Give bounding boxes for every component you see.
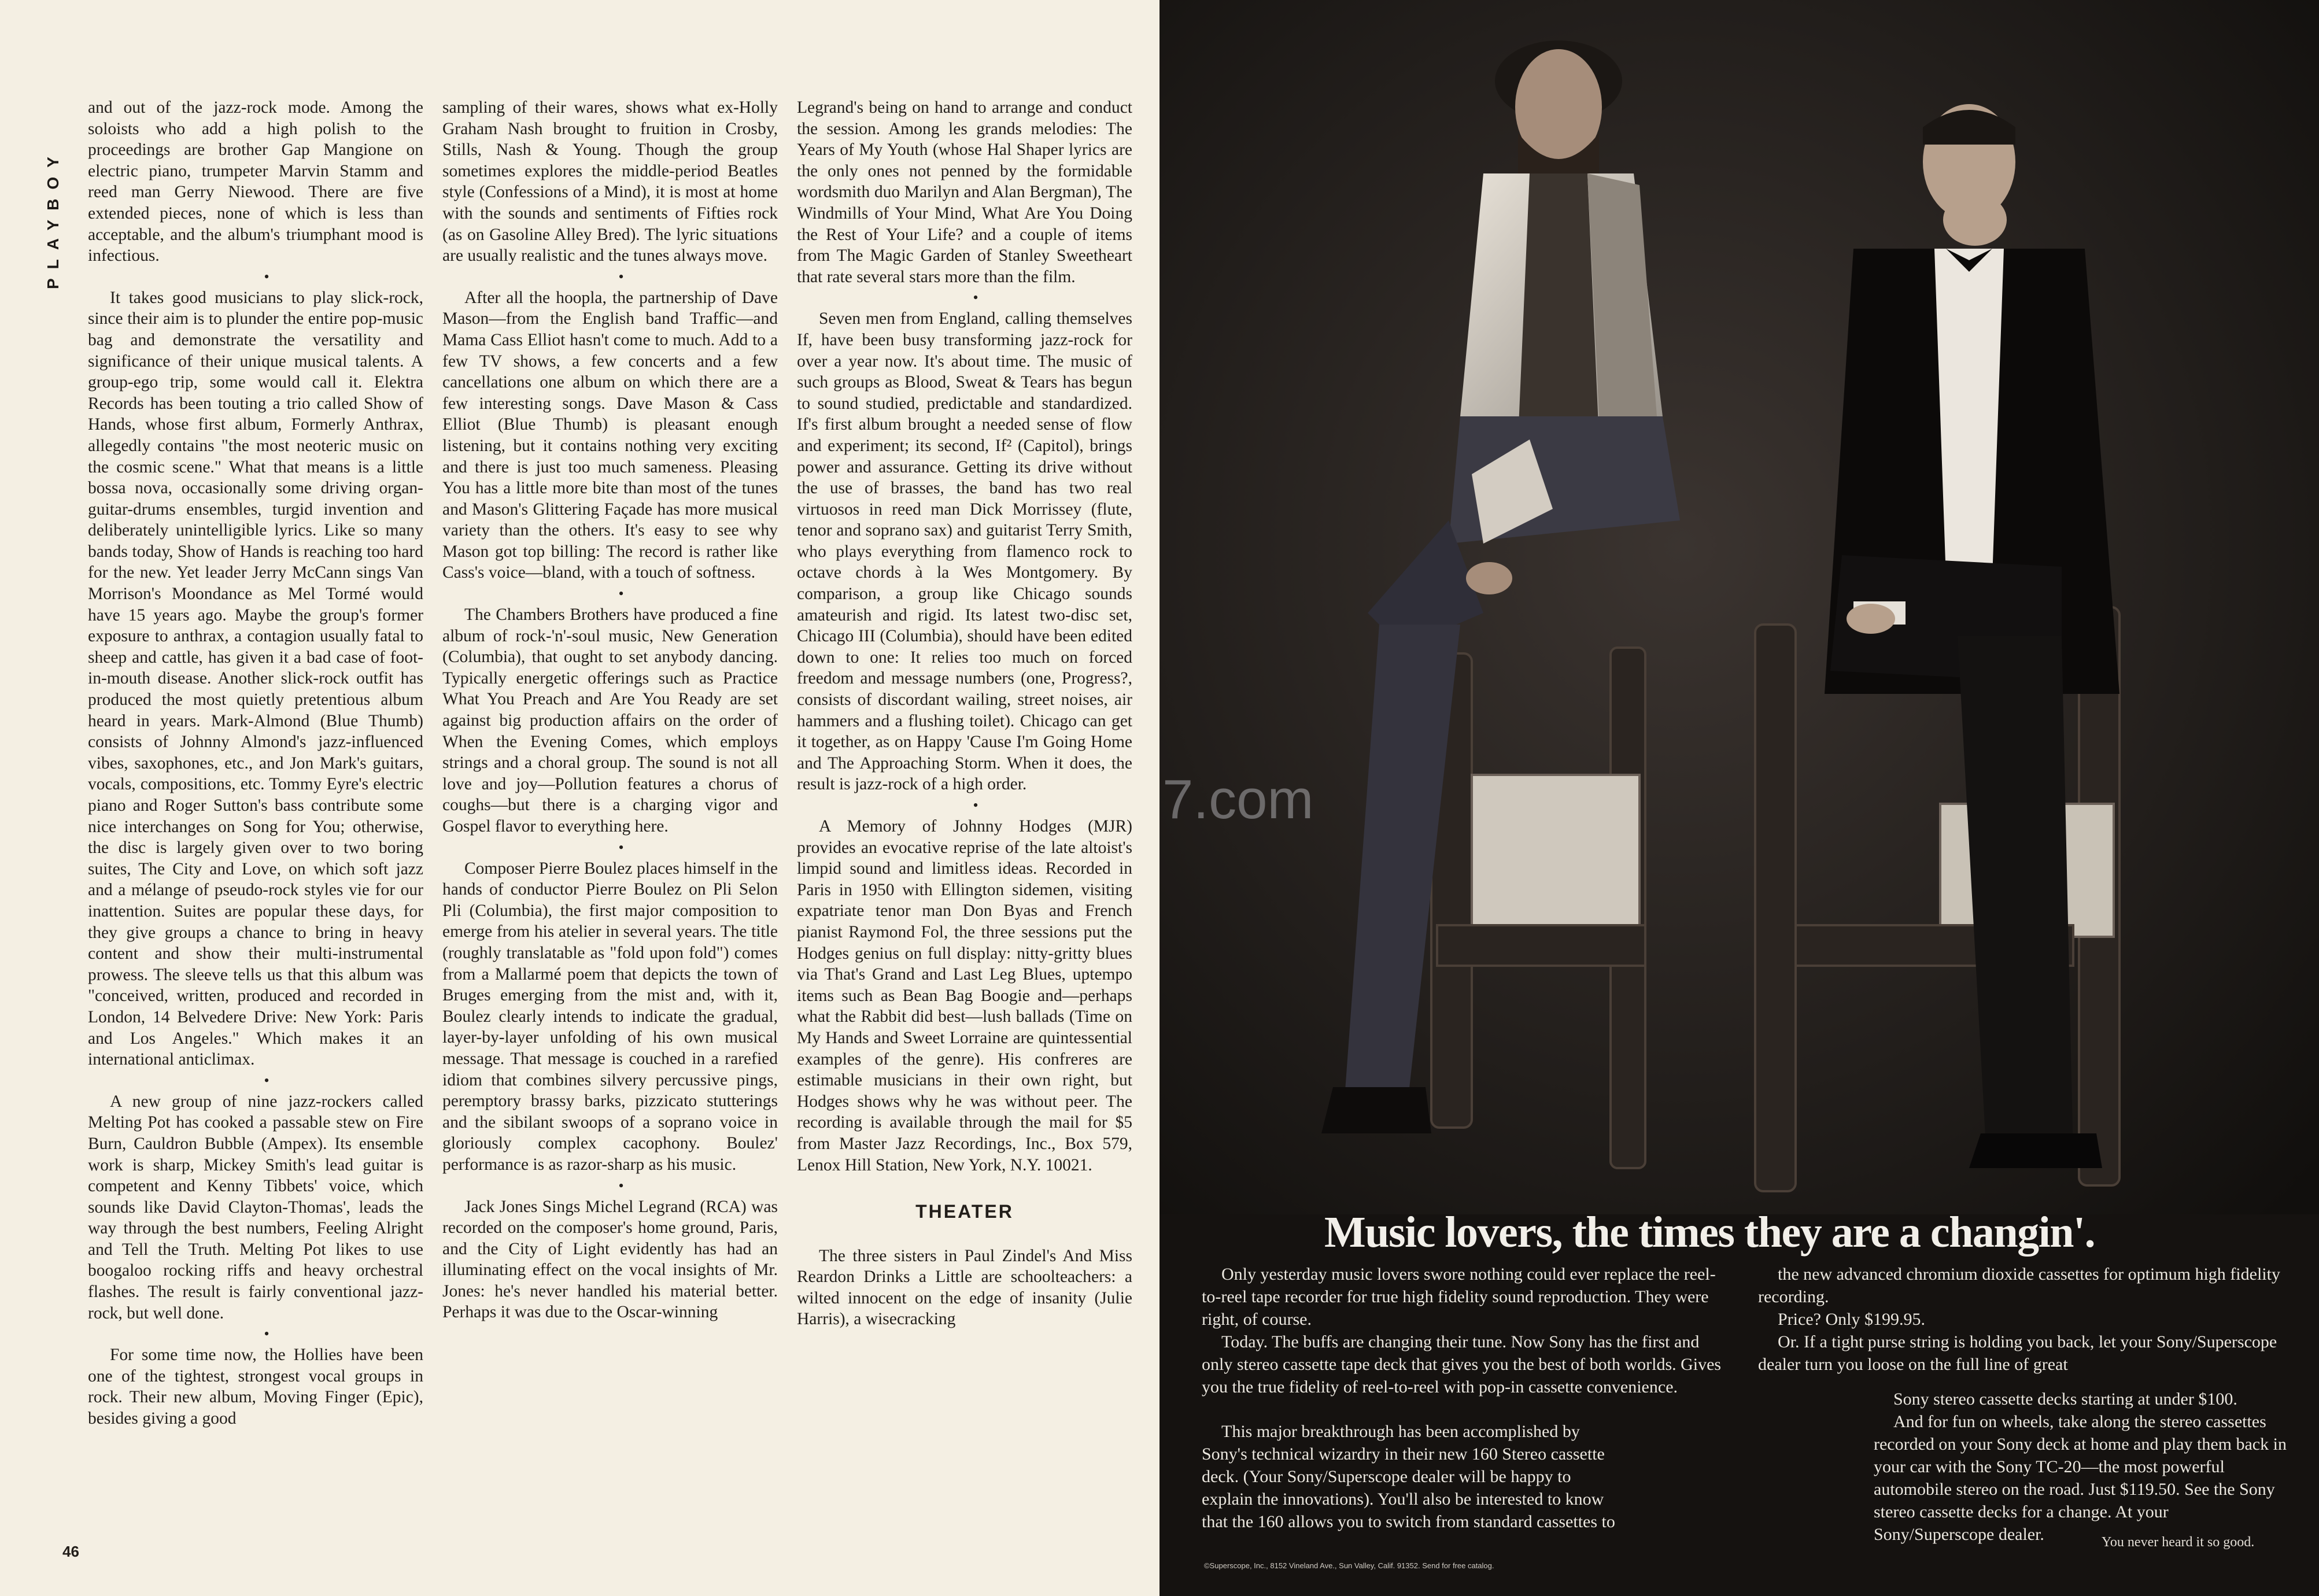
ad-fineprint: ©Superscope, Inc., 8152 Vineland Ave., Sun Valley, Calif. 91352. Send for free catalog. <box>1204 1561 1494 1570</box>
watermark: 7.com <box>1162 769 1314 830</box>
ad-headline: Music lovers, the times they are a changin'. <box>1324 1208 2095 1257</box>
article-paragraph: Legrand's being on hand to arrange and conduct the session. Among les grands melodies: The Years of My Youth (whose Hal Shaper lyrics are the only ones not penned by the formidable wordsmith duo Marilyn and Alan Bergman), The Windmills of Your Mind, What Are You Doing the Rest of Your Life? and a couple of items from The Magic Garden of Stanley Sweetheart that rate several stars more than the film. <box>797 98 1132 286</box>
ad-paragraph: This major breakthrough has been accomplished by Sony's technical wizardry in their new 160 Stereo cassette deck. (Your Sony/Superscope dealer will be happy to explain the innovations). You'll also be interested to know that the 160 allows you to switch from standard cassettes to <box>1202 1422 1615 1531</box>
ad-copy-right-lower <box>1874 1388 2287 1546</box>
article-paragraph: After all the hoopla, the partnership of Dave Mason—from the English band Traffic—and Mama Cass Elliot hasn't come to much. Add to a few TV shows, a few concerts and a few cancellations one album on which there are a few interesting songs. Dave Mason & Cass Elliot (Blue Thumb) is pleasant enough listening, but it contains nothing very exciting and there is just too much sameness. Pleasing You has a little more bite than most of the tunes and Mason's Glittering Façade has more musical variety than the others. It's easy to see why Mason got top billing: The record is rather like Cass's voice—bland, with a touch of softness. <box>442 288 778 582</box>
page-number: 46 <box>62 1543 79 1560</box>
article-column-1 <box>88 97 423 1554</box>
ad-paragraph: Only yesterday music lovers swore nothing could ever replace the reel-to-reel tape recorder for true high fidelity sound reproduction. They were right, of course. <box>1202 1265 1716 1329</box>
section-heading: THEATER <box>915 1201 1014 1222</box>
article-column-3 <box>797 97 1132 1554</box>
article-paragraph: A new group of nine jazz-rockers called Melting Pot has cooked a passable stew on Fire Burn, Cauldron Bubble (Ampex). Its ensemble work is sharp, Mickey Smith's lead guitar is competent and Kenny Tibbets' voice, which sounds like David Clayton-Thomas', leads the way through the best numbers, Feeling Alright and Tell the Truth. Melting Pot likes to use boogaloo rocking riffs and heavy orchestral flashes. The result is fairly conventional jazz-rock, but well done. <box>88 1092 423 1322</box>
section-separator: • <box>264 1072 269 1089</box>
ad-paragraph: Price? Only $199.95. <box>1778 1310 1925 1329</box>
article-paragraph: Seven men from England, calling themselves If, have been busy transforming jazz-rock for over a year now. It's about time. The music of such groups as Blood, Sweat & Tears has begun to sound studied, predictable and standardized. If's first album brought a needed sense of flow and experiment; its second, If² (Capitol), brings power and assurance. Getting its drive without the use of brasses, the band has two real virtuosos in reed man Dick Morrissey (flute, tenor and soprano sax) and guitarist Terry Smith, who plays everything from flamenco rock to octave chords à la Wes Montgomery. By comparison, a group like Chicago sounds amateurish and rigid. Its latest two-disc set, Chicago III (Columbia), should have been edited down to one: It relies too much on forced freedom and message numbers (one, Progress?, consists of discordant wailing, street noises, air hammers and a flushing toilet). Chicago can get it together, as on Happy 'Cause I'm Going Home and The Approaching Storm. When it does, the result is jazz-rock of a high order. <box>797 309 1132 794</box>
section-separator: • <box>264 268 269 285</box>
article-paragraph: It takes good musicians to play slick-rock, since their aim is to plunder the entire pop-music bag and demonstrate the versatility and significance of their unique musical talents. A group-ego trip, some would call it. Elektra Records has been touting a trio called Show of Hands, whose first album, Formerly Anthrax, allegedly contains "the most neoteric music on the cosmic scene." What that means is a little bossa nova, occasionally some driving organ-guitar-drums ensembles, turgid invention and deliberately unintelligible lyrics. Like so many bands today, Show of Hands is reaching too hard for the new. Yet leader Jerry McCann sings Van Morrison's Moondance as Mel Tormé would have 15 years ago. Maybe the group's former exposure to anthrax, a contagion usually fatal to sheep and cattle, has given it a bad case of foot-in-mouth disease. Another slick-rock outfit has produced the most quietly pretentious album heard in years. Mark-Almond (Blue Thumb) consists of Johnny Almond's jazz-influenced vibes, saxophones, etc., and Jon Mark's guitars, vocals, compositions, etc. Tommy Eyre's electric piano and Roger Sutton's bass contribute some nice interchanges on Song for You; otherwise, the disc is largely given over to two boring suites, The City and Love, on which soft jazz and a mélange of pseudo-rock styles vie for our inattention. Suites are popular these days, for they give groups a chance to bring in heavy content and show their multi-instrumental prowess. The sleeve tells us that this album was "conceived, written, produced and recorded in London, 14 Belvedere Drive: New York: Paris and Los Angeles." Which makes it an international anticlimax. <box>88 288 423 1069</box>
ad-tagline: You never heard it so good. <box>2102 1535 2255 1550</box>
ad-copy-left-lower <box>1202 1420 1618 1533</box>
section-separator: • <box>618 838 624 856</box>
article-paragraph: Jack Jones Sings Michel Legrand (RCA) was recorded on the composer's home ground, Paris, and the City of Light evidently has had an illuminating effect on the vocal insights of Mr. Jones: he's never handled his material better. Perhaps it was due to the Oscar-winning <box>442 1197 778 1322</box>
article-paragraph: The Chambers Brothers have produced a fine album of rock-'n'-soul music, New Generation (Columbia), that ought to set anybody dancing. Typically energetic offerings such as Practice What You Preach and Are You Ready are set against big production affairs on the order of When the Evening Comes, which employs strings and a choral group. The sound is not all love and joy—Pollution features a chorus of coughs—but there is a charging vigor and Gospel flavor to everything here. <box>442 605 778 836</box>
ad-paragraph: the new advanced chromium dioxide cassettes for optimum high fidelity recording. <box>1758 1265 2280 1306</box>
section-separator: • <box>618 268 624 285</box>
section-separator: • <box>618 1177 624 1194</box>
section-separator: • <box>618 585 624 603</box>
ad-paragraph: Today. The buffs are changing their tune. Now Sony has the first and only stereo cassette tape deck that gives you the best of both worlds. Gives you the true fidelity of reel-to-reel with pop-in cassette convenience. <box>1202 1332 1722 1396</box>
article-paragraph: and out of the jazz-rock mode. Among the soloists who add a high polish to the proceedings are brother Gap Mangione on electric piano, trumpeter Marvin Stamm and reed man Gerry Niewood. There are five extended pieces, none of which is less than acceptable, and the album's triumphant mood is infectious. <box>88 98 423 265</box>
article-paragraph: The three sisters in Paul Zindel's And Miss Reardon Drinks a Little are schoolteachers: a wilted innocent on the edge of insanity (Julie Harris), a wisecracking <box>797 1246 1132 1329</box>
ad-paragraph: Or. If a tight purse string is holding you back, let your Sony/Superscope dealer turn you loose on the full line of great <box>1758 1332 2277 1374</box>
article-paragraph: Composer Pierre Boulez places himself in the hands of conductor Pierre Boulez on Pli Selon Pli (Columbia), the first major composition to emerge from his atelier in several years. The title (roughly translatable as "fold upon fold") comes from a Mallarmé poem that depicts the town of Bruges emerging from the mist and, with it, Boulez clearly intends to indicate the gradual, layer-by-layer unfolding of his own musical message. That message is couched in a rarefied idiom that combines silvery percussive pings, peremptory brassy barks, pizzicato stutterings and the sibilant swoops of a soprano voice in gloriously complex cacophony. Boulez' performance is as razor-sharp as his music. <box>442 859 778 1174</box>
section-separator: • <box>973 289 978 306</box>
section-separator: • <box>973 797 978 814</box>
ad-copy-right <box>1758 1263 2284 1376</box>
ad-paragraph: And for fun on wheels, take along the stereo cassettes recorded on your Sony deck at home and play them back in your car with the Sony TC-20—the most powerful automobile stereo on the road. Just $119.50. See the Sony stereo cassette decks for a change. At your Sony/Superscope dealer. <box>1874 1412 2287 1544</box>
ad-paragraph: Sony stereo cassette decks starting at under $100. <box>1893 1390 2237 1409</box>
magazine-name: PLAYBOY <box>44 147 62 289</box>
section-separator: • <box>264 1325 269 1343</box>
article-paragraph: sampling of their wares, shows what ex-Holly Graham Nash brought to fruition in Crosby, Stills, Nash & Young. Though the group sometimes explores the middle-period Beatles style (Confessions of a Mind), it is most at home with the sounds and sentiments of Fifties rock (as on Gasoline Alley Bred). The lyric situations are usually realistic and the tunes always move. <box>442 98 778 265</box>
ad-copy-left <box>1202 1263 1728 1398</box>
article-paragraph: For some time now, the Hollies have been one of the tightest, strongest vocal groups in rock. Their new album, Moving Finger (Epic), besides giving a good <box>88 1346 423 1428</box>
article-paragraph: A Memory of Johnny Hodges (MJR) provides an evocative reprise of the late altoist's limpid sound and limitless ideas. Recorded in Paris in 1950 with Ellington sidemen, visiting expatriate tenor man Don Byas and French pianist Raymond Fol, the three sessions put the Hodges genius on full display: nitty-gritty blues via That's Grand and Last Leg Blues, uptempo items such as Bean Bag Boogie and—perhaps what the Rabbit did best—lush ballads (Time on My Hands and Sweet Lorraine are quintessential examples of the genre). His confreres are estimable musicians in their own right, but Hodges shows why he was without peer. The recording is available through the mail for $5 from Master Jazz Recordings, Inc., Box 579, Lenox Hill Station, New York, N.Y. 10021. <box>797 817 1132 1174</box>
advertisement-photo <box>1160 0 2319 1214</box>
article-column-2 <box>442 97 778 1554</box>
